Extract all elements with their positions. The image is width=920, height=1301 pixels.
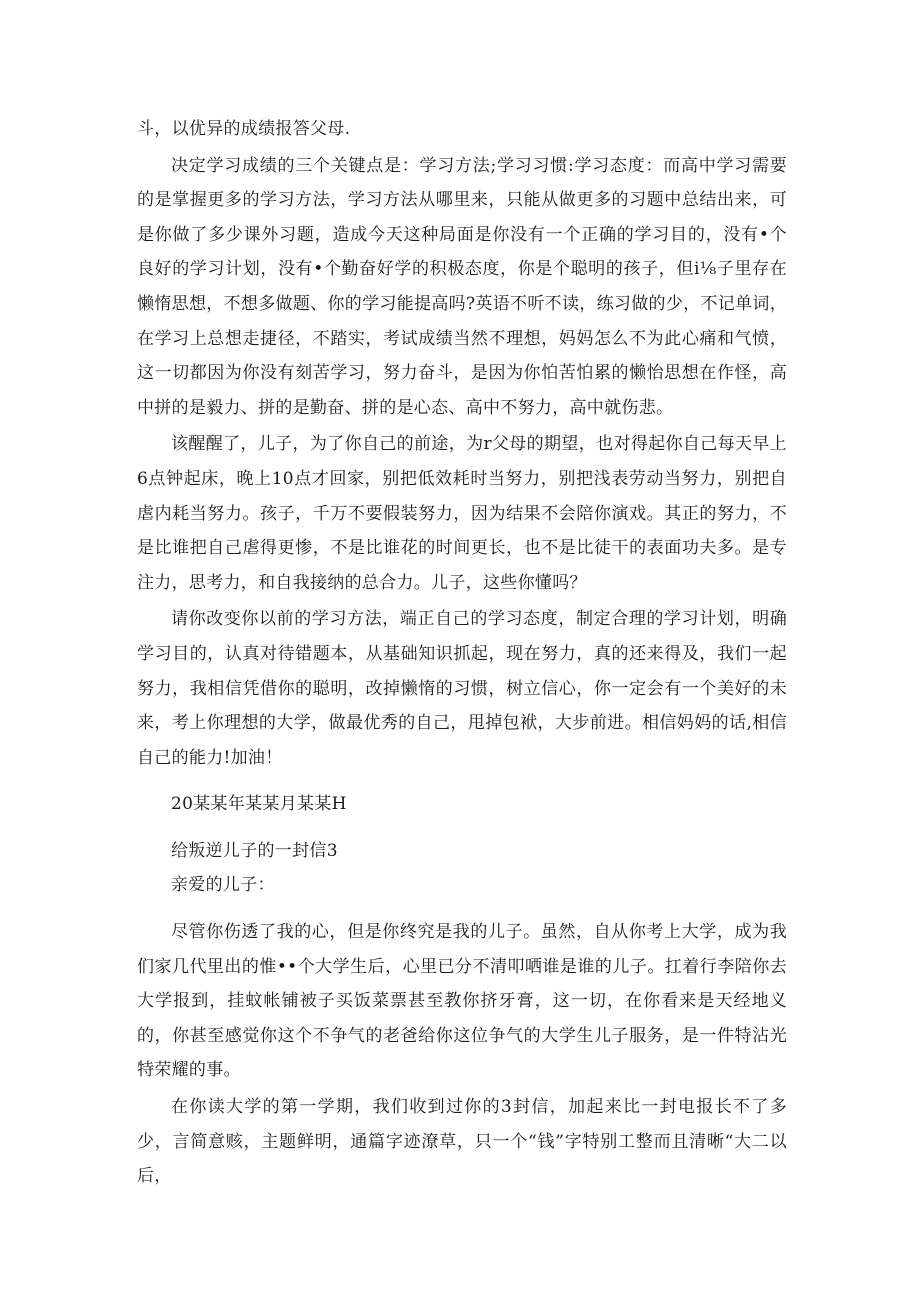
paragraph-first-semester: 在你读大学的第一学期，我们收到过你的3封信，加起来比一封电报长不了多少，言简意赅，主题鲜明，通篇字迹潦草，只一个“钱”字特别工整而且清晰“大二以后， (137, 1097, 787, 1187)
paragraph-study-keys: 决定学习成绩的三个关键点是：学习方法;学习习惯:学习态度：而高中学习需要的是掌握更多的学习方法，学习方法从哪里来，只能从做更多的习题中总结出来，可是你做了多少课外习题，造成今天这种局面是你没有一个正确的学习目的，没有•个良好的学习计划，没有•个勤奋好学的积极态度，你是个聪明的孩子，但i⅛子里存在懒惰思想，不想多做题、你的学习能提高吗?英语不听不读，练习做的少，不记单词，在学习上总想走捷径，不踏实，考试成绩当然不理想，妈妈怎么不为此心痛和气愤，这一切都因为你没有刻苦学习，努力奋斗，是因为你怕苦怕累的懒怡思想在作怪，高中拼的是毅力、拼的是勤奋、拼的是心态、高中不努力，高中就伤悲。 (137, 155, 787, 418)
letter-greeting: 亲爱的儿子： (171, 875, 275, 896)
date-line: 20某某年某某月某某H (171, 794, 347, 815)
paragraph-continuation: 斗，以优异的成绩报答父母. (137, 119, 351, 139)
paragraph-heartbroken: 尽管你伤透了我的心，但是你终究是我的儿子。虽然，自从你考上大学，成为我们家几代里出的惟••个大学生后，心里已分不清叩哂谁是谁的儿子。扛着行李陪你去大学报到，挂蚊帐铺被子买饭菜票甚至教你挤牙膏，这一切，在你看来是天经地义的，你甚至感觉你这个不争气的老爸给你这位争气的大学生儿子服务，是一件特沾光特荣耀的事。 (137, 922, 787, 1081)
paragraph-wake-up: 该醒醒了，儿子，为了你自己的前途，为r父母的期望，也对得起你自己每天早上6点钟起床，晚上10点才回家，别把低效耗时当努力，别把浅表劳动当努力，别把自虐内耗当努力。孩子，千万不要假装努力，因为结果不会陪你演戏。其正的努力，不是比谁把自己虐得更惨，不是比谁花的时间更长，也不是比徒干的表面功夫多。是专注力，思考力，和自我接纳的总合力。儿子，这些你懂吗？ (137, 434, 787, 593)
paragraph-change-method: 请你改变你以前的学习方法，端正自己的学习态度，制定合理的学习计划，明确学习目的，认真对待错题本，从基础知识抓起，现在努力，真的还来得及，我们一起努力，我相信凭借你的聪明，改掉懒惰的习惯，树立信心，你一定会有一个美好的未来，考上你理想的大学，做最优秀的自己，甩掉包袱，大步前进。相信妈妈的话,相信自己的能力!加油！ (137, 609, 787, 768)
document-page (137, 112, 787, 1194)
letter-title: 给叛逆儿子的一封信3 (171, 840, 338, 861)
